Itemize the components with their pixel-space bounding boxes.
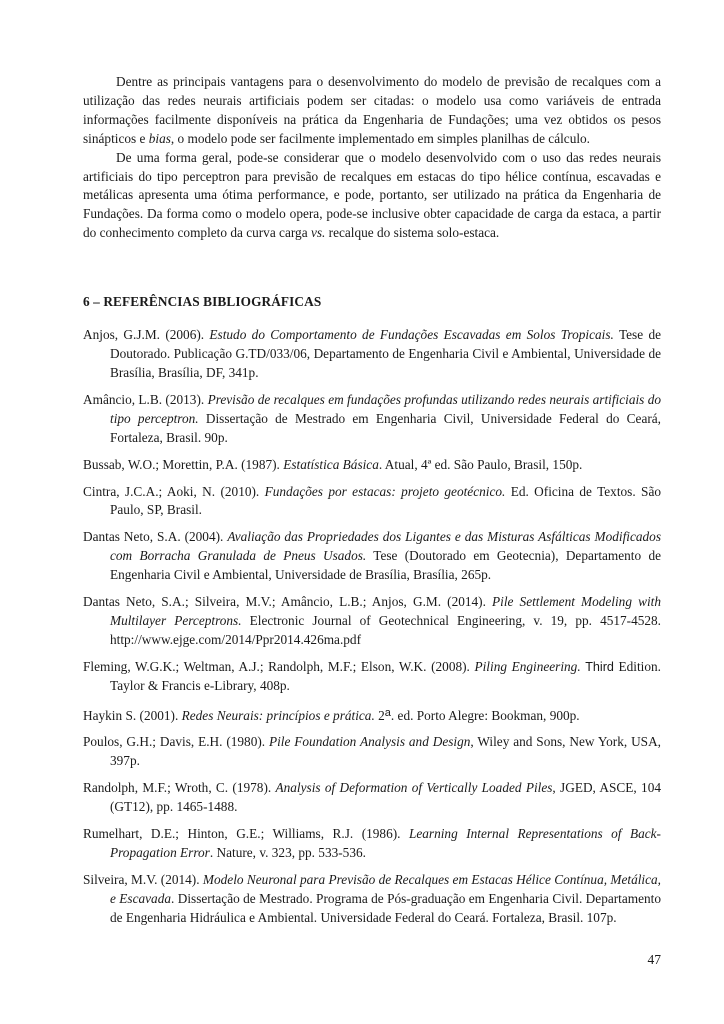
reference-item bbox=[83, 704, 661, 726]
reference-title: Learning Internal Representations of Back-Propagation Error bbox=[110, 826, 661, 860]
reference-authors: Amâncio, L.B. (2013). bbox=[83, 391, 208, 407]
reference-item bbox=[83, 528, 661, 585]
reference-item bbox=[83, 658, 661, 696]
reference-title: Piling Engineering. bbox=[474, 658, 581, 674]
reference-item bbox=[83, 483, 661, 521]
reference-list bbox=[83, 326, 661, 927]
reference-details: , Wiley and Sons, New York, USA, 397p. bbox=[110, 734, 661, 769]
reference-authors: Poulos, G.H.; Davis, E.H. (1980). bbox=[83, 734, 269, 750]
paragraph-text: Dentre as principais vantagens para o desenvolvimento do modelo de previsão de recalques com a utilização das redes neurais artificiais podem ser citadas: o modelo usa como variáveis de entrada informações facilmente disponíveis na prática da Engenharia de Fundações; uma vez obtidos os pesos sinápticos e bbox=[83, 74, 661, 146]
reference-details: Tese (Doutorado em Geotecnia), Departamento de Engenharia Civil e Ambiental, Universidade de Brasília, Brasília, 265p. bbox=[110, 548, 661, 583]
reference-authors: Dantas Neto, S.A. (2004). bbox=[83, 529, 228, 545]
superscript-ordinal: a bbox=[384, 706, 391, 719]
reference-details: . Atual, 4ª ed. São Paulo, Brasil, 150p. bbox=[378, 456, 583, 472]
reference-details: Ed. Oficina de Textos. São Paulo, SP, Brasil. bbox=[110, 483, 661, 518]
reference-title: Pile Settlement Modeling with Multilayer Perceptrons. bbox=[110, 594, 661, 628]
reference-authors: Anjos, G.J.M. (2006). bbox=[83, 327, 210, 343]
reference-details: Tese de Doutorado. Publicação G.TD/033/06, Departamento de Engenharia Civil e Ambiental, Universidade de Brasília, Brasília, DF, 341p. bbox=[110, 327, 661, 380]
italic-term: bias bbox=[148, 130, 171, 146]
reference-item bbox=[83, 779, 661, 817]
reference-title: Estatística Básica bbox=[283, 456, 379, 472]
reference-authors: Randolph, M.F.; Wroth, C. (1978). bbox=[83, 780, 276, 796]
reference-details: Edition. Taylor & Francis e-Library, 408p. bbox=[110, 658, 661, 693]
reference-details: , JGED, ASCE, 104 (GT12), pp. 1465-1488. bbox=[110, 780, 661, 815]
reference-title: Estudo do Comportamento de Fundações Escavadas em Solos Tropicais. bbox=[209, 327, 614, 343]
reference-authors: Haykin S. (2001). bbox=[83, 707, 182, 723]
reference-item bbox=[83, 825, 661, 863]
reference-edition: 2 bbox=[374, 707, 385, 723]
reference-title: Modelo Neuronal para Previsão de Recalques em Estacas Hélice Contínua, Metálica, e Escavada bbox=[110, 871, 661, 906]
reference-details: . ed. Porto Alegre: Bookman, 900p. bbox=[390, 707, 580, 723]
reference-item bbox=[83, 391, 661, 448]
reference-item bbox=[83, 733, 661, 771]
reference-details: Electronic Journal of Geotechnical Engineering, v. 19, pp. 4517-4528. http://www.ejge.com/2014/Ppr2014.426ma.pdf bbox=[110, 612, 662, 647]
reference-authors: Fleming, W.G.K.; Weltman, A.J.; Randolph, M.F.; Elson, W.K. (2008). bbox=[83, 658, 475, 674]
reference-item bbox=[83, 456, 661, 475]
italic-term: vs. bbox=[310, 225, 326, 241]
reference-details: . Dissertação de Mestrado. Programa de Pós-graduação em Engenharia Civil. Departamento de Engenharia Hidráulica e Ambiental. Universidade Federal do Ceará. Fortaleza, Brasil. 107p. bbox=[110, 890, 661, 925]
reference-title: Fundações por estacas: projeto geotécnico. bbox=[264, 483, 506, 499]
reference-item bbox=[83, 326, 661, 383]
reference-authors: Silveira, M.V. (2014). bbox=[83, 871, 203, 887]
reference-title: Analysis of Deformation of Vertically Loaded Piles bbox=[275, 780, 553, 796]
reference-details: Dissertação de Mestrado em Engenharia Civil, Universidade Federal do Ceará, Fortaleza, Brasil. 90p. bbox=[110, 410, 661, 445]
reference-title: Redes Neurais: princípios e prática. bbox=[181, 707, 375, 723]
body-paragraph-1 bbox=[83, 73, 661, 149]
reference-authors: Rumelhart, D.E.; Hinton, G.E.; Williams, R.J. (1986). bbox=[83, 826, 409, 842]
section-heading: 6 – REFERÊNCIAS BIBLIOGRÁFICAS bbox=[83, 294, 322, 310]
reference-edition: Third bbox=[580, 659, 614, 674]
reference-authors: Dantas Neto, S.A.; Silveira, M.V.; Amâncio, L.B.; Anjos, G.M. (2014). bbox=[83, 594, 493, 610]
reference-authors: Cintra, J.C.A.; Aoki, N. (2010). bbox=[83, 483, 265, 499]
reference-title: Avaliação das Propriedades dos Ligantes e das Misturas Asfálticas Modificados com Borracha Granulada de Pneus Usados. bbox=[110, 529, 662, 564]
reference-item bbox=[83, 593, 661, 650]
paragraph-text: , o modelo pode ser facilmente implementado em simples planilhas de cálculo. bbox=[170, 130, 591, 146]
document-page bbox=[83, 73, 661, 936]
reference-authors: Bussab, W.O.; Morettin, P.A. (1987). bbox=[83, 456, 284, 472]
reference-item bbox=[83, 871, 661, 928]
page-number: 47 bbox=[647, 952, 661, 967]
reference-details: . Nature, v. 323, pp. 533-536. bbox=[209, 845, 366, 860]
body-paragraph-2 bbox=[83, 149, 661, 244]
paragraph-text: De uma forma geral, pode-se considerar que o modelo desenvolvido com o uso das redes neurais artificiais do tipo perceptron para previsão de recalques em estacas do tipo hélice contínua, escavadas e metálicas apresenta uma ótima performance, e pode, portanto, ser utilizado na prática da Engenharia de Fundações. Da forma como o modelo opera, pode-se inclusive obter capacidade de carga da estaca, a partir do conhecimento completo da curva carga bbox=[83, 149, 661, 241]
paragraph-text: recalque do sistema solo-estaca. bbox=[325, 225, 500, 241]
reference-title: Previsão de recalques em fundações profundas utilizando redes neurais artificiais do tipo perceptron. bbox=[110, 391, 662, 426]
reference-title: Pile Foundation Analysis and Design bbox=[268, 734, 471, 750]
